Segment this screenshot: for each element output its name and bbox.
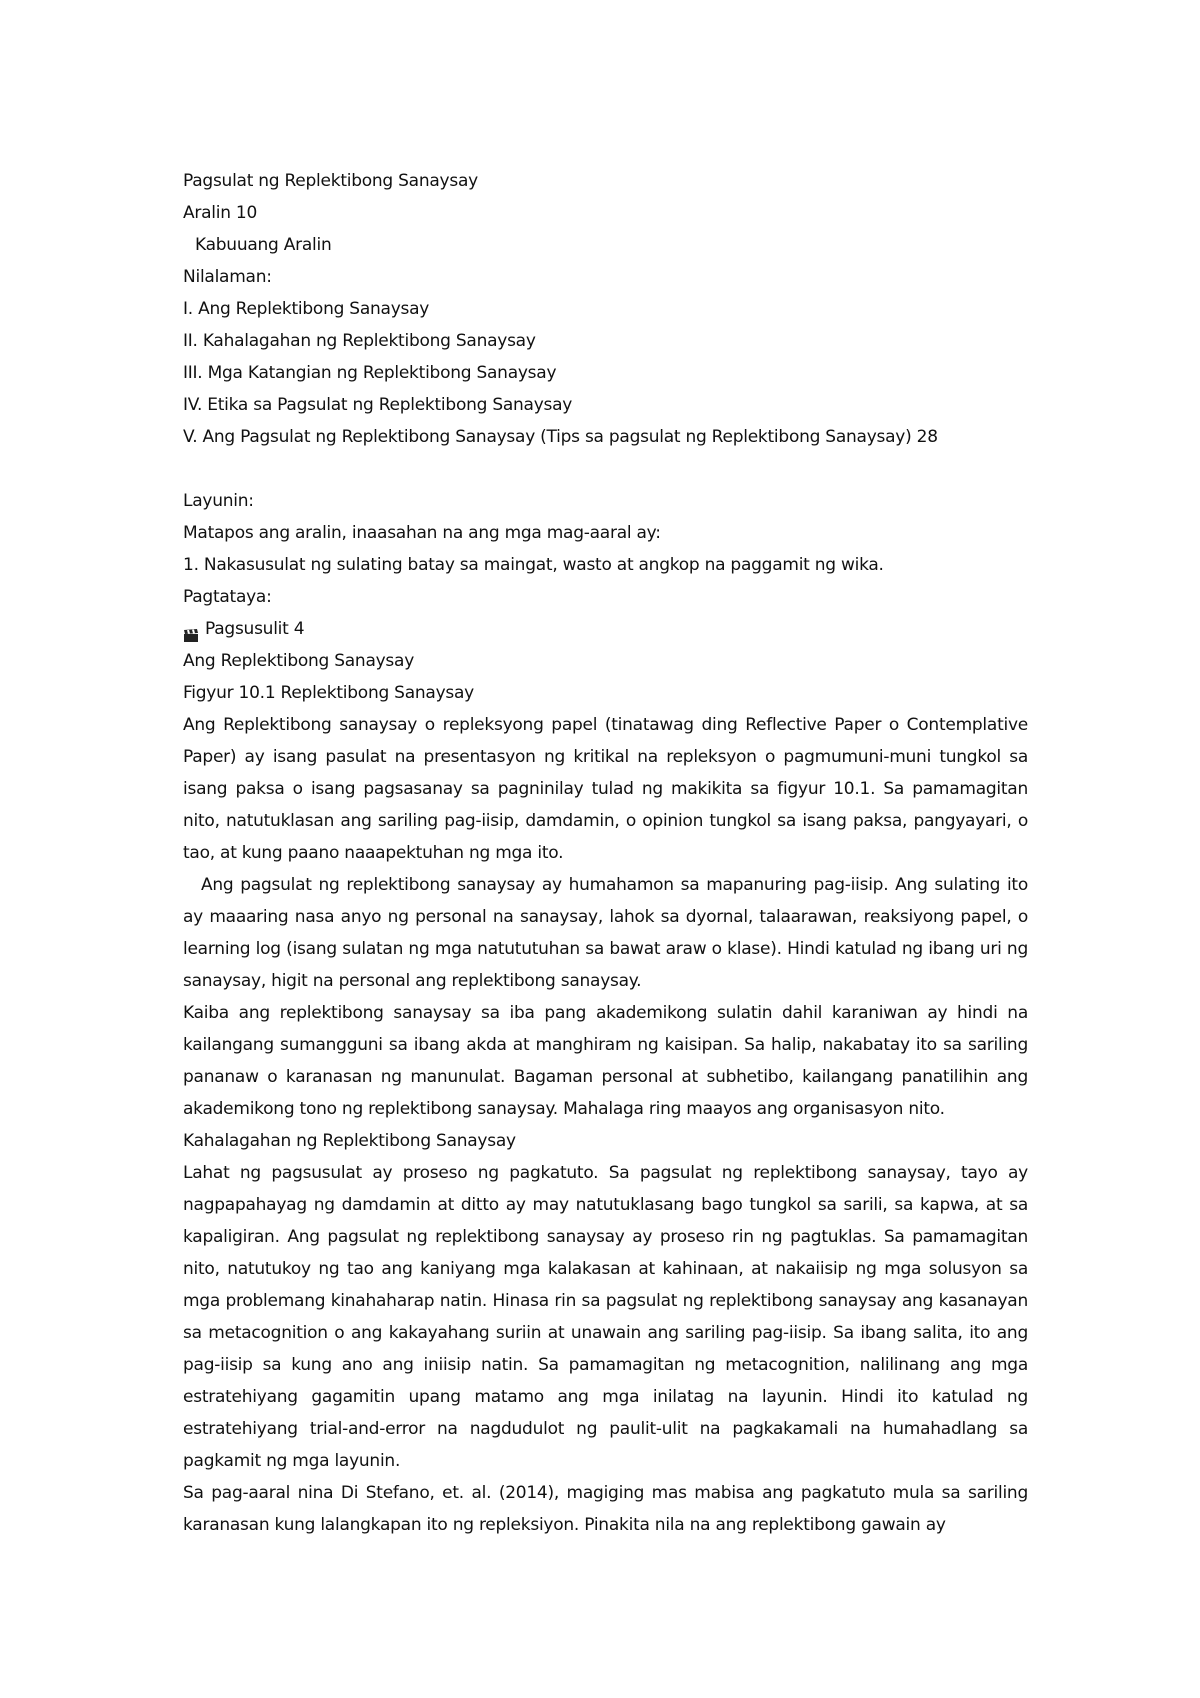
lesson-number: Aralin 10 [183,203,258,223]
contents-label: Nilalaman: [183,267,272,287]
objectives-intro: Matapos ang aralin, inaasahan na ang mga mag-aaral ay: [183,523,661,543]
paragraph: Ang pagsulat ng replektibong sanaysay ay humahamon sa mapanuring pag-iisip. Ang sulating ito ay maaaring nasa anyo ng personal na sanaysay, lahok sa dyornal, talaarawan, reaksiyong papel, o learning log (isang sulatan ng mga natututuhan sa bawat araw o klase). Hindi katulad ng ibang uri ng sanaysay, higit na personal ang replektibong sanaysay. [183,875,1028,991]
section-heading: Kahalagahan ng Replektibong Sanaysay [183,1131,516,1151]
contents-item: III. Mga Katangian ng Replektibong Sanaysay [183,363,557,383]
contents-item: I. Ang Replektibong Sanaysay [183,299,430,319]
document-body [183,165,1028,1541]
objective-item: 1. Nakasusulat ng sulating batay sa maingat, wasto at angkop na paggamit ng wika. [183,555,884,575]
section-heading: Ang Replektibong Sanaysay [183,651,415,671]
clapperboard-icon [183,622,199,636]
spacer [183,453,1028,485]
paragraph: Lahat ng pagsusulat ay proseso ng pagkatuto. Sa pagsulat ng replektibong sanaysay, tayo ay nagpapahayag ng damdamin at ditto ay may natutuklasang bago tungkol sa sarili, sa kapwa, at sa kapaligiran. Ang pagsulat ng replektibong sanaysay ay proseso rin ng pagtuklas. Sa pamamagitan nito, natutukoy ng tao ang kaniyang mga kalakasan at kahinaan, at nakaiisip ng mga solusyon sa mga problemang kinahaharap natin. Hinasa rin sa pagsulat ng replektibong sanaysay ang kasanayan sa metacognition o ang kakayahang suriin at unawain ang sariling pag-iisip. Sa ibang salita, ito ang pag-iisip sa kung ano ang iniisip natin. Sa pamamagitan ng metacognition, nalilinang ang mga estratehiyang gagamitin upang matamo ang mga inilatag na layunin. Hindi ito katulad ng estratehiyang trial-and-error na nagdudulot ng paulit-ulit na pagkakamali na humahadlang sa pagkamit ng mga layunin. [183,1163,1028,1471]
document-title: Pagsulat ng Replektibong Sanaysay [183,171,478,191]
figure-caption: Figyur 10.1 Replektibong Sanaysay [183,683,474,703]
contents-item: V. Ang Pagsulat ng Replektibong Sanaysay (Tips sa pagsulat ng Replektibong Sanaysay) 28 [183,427,938,447]
contents-item: II. Kahalagahan ng Replektibong Sanaysay [183,331,536,351]
assessment-item [183,613,1028,645]
summary-heading: Kabuuang Aralin [195,235,332,255]
assessment-label: Pagtataya: [183,587,272,607]
objectives-label: Layunin: [183,491,254,511]
paragraph: Sa pag-aaral nina Di Stefano, et. al. (2014), magiging mas mabisa ang pagkatuto mula sa sariling karanasan kung lalangkapan ito ng repleksiyon. Pinakita nila na ang replektibong gawain ay [183,1483,1028,1535]
paragraph: Ang Replektibong sanaysay o repleksyong papel (tinatawag ding Reflective Paper o Contemplative Paper) ay isang pasulat na presentasyon ng kritikal na repleksyon o pagmumuni-muni tungkol sa isang paksa o isang pagsasanay sa pagninilay tulad ng makikita sa figyur 10.1. Sa pamamagitan nito, natutuklasan ang sariling pag-iisip, damdamin, o opinion tungkol sa isang paksa, pangyayari, o tao, at kung paano naaapektuhan ng mga ito. [183,715,1028,863]
paragraph: Kaiba ang replektibong sanaysay sa iba pang akademikong sulatin dahil karaniwan ay hindi na kailangang sumangguni sa ibang akda at manghiram ng kaisipan. Sa halip, nakabatay ito sa sariling pananaw o karanasan ng manunulat. Bagaman personal at subhetibo, kailangang panatilihin ang akademikong tono ng replektibong sanaysay. Mahalaga ring maayos ang organisasyon nito. [183,1003,1028,1119]
contents-item: IV. Etika sa Pagsulat ng Replektibong Sanaysay [183,395,573,415]
assessment-item-label: Pagsusulit 4 [205,619,305,639]
